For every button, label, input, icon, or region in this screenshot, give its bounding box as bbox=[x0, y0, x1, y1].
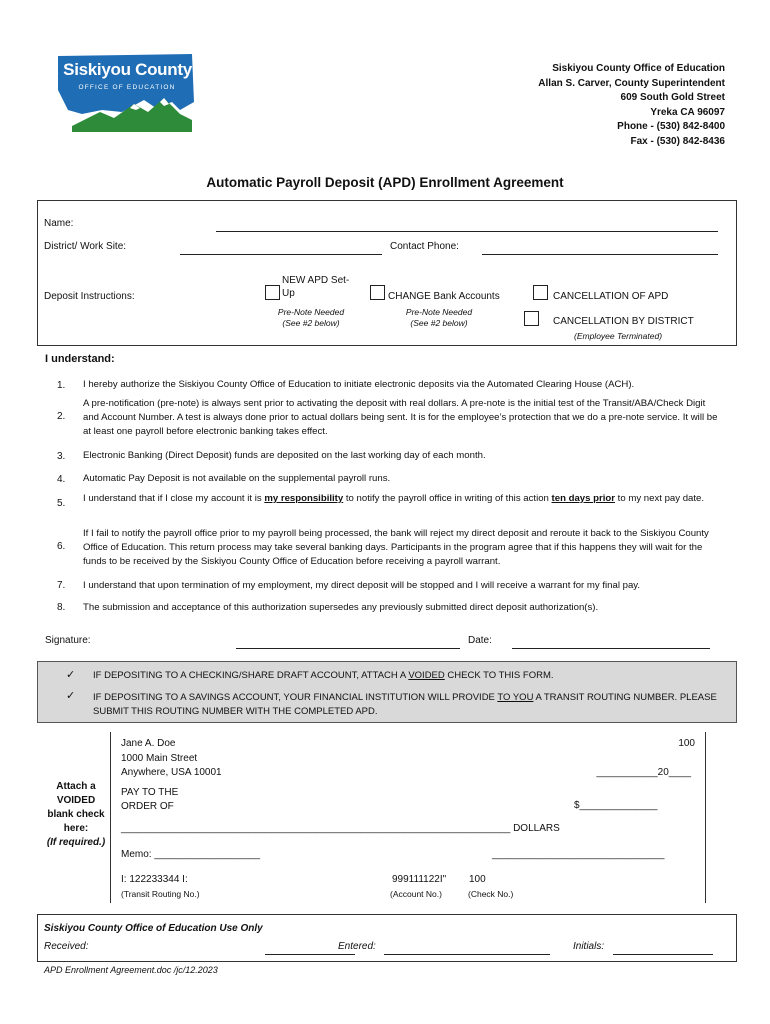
received-field[interactable] bbox=[265, 954, 355, 955]
office-use-box bbox=[37, 914, 737, 962]
attach-voided-label: Attach a VOIDED blank check here: (If required.) bbox=[46, 781, 106, 848]
name-field[interactable] bbox=[216, 231, 718, 232]
item-text: I understand that if I close my account it is my responsibility to notify the payroll office in writing of this action ten days prior to my next pay date. bbox=[83, 493, 705, 504]
check-date: ___________20____ bbox=[596, 767, 691, 778]
check-memo: Memo: ___________________ bbox=[121, 849, 261, 860]
checkno-label: (Check No.) bbox=[468, 889, 514, 899]
new-setup-label: NEW APD Set- Up bbox=[282, 275, 350, 299]
item-number: 1. bbox=[57, 380, 66, 391]
item-number: 8. bbox=[57, 602, 66, 613]
initials-label: Initials: bbox=[573, 941, 605, 952]
item-number: 5. bbox=[57, 498, 66, 509]
office-use-title: Siskiyou County Office of Education Use Only bbox=[44, 923, 263, 934]
contact-label: Contact Phone: bbox=[390, 241, 459, 252]
check-name: Jane A. Doe bbox=[121, 738, 176, 749]
header-line: Fax - (530) 842-8436 bbox=[630, 135, 725, 147]
header-line: 609 South Gold Street bbox=[620, 92, 725, 103]
deposit-label: Deposit Instructions: bbox=[44, 291, 135, 302]
check-address: 1000 Main Street bbox=[121, 753, 198, 764]
routing-label: (Transit Routing No.) bbox=[121, 889, 200, 899]
logo-sub: OFFICE OF EDUCATION bbox=[78, 84, 176, 91]
check-number-micr: 100 bbox=[469, 874, 486, 885]
item-number: 6. bbox=[57, 541, 66, 552]
logo-name: Siskiyou County bbox=[63, 60, 192, 79]
cancellation-checkbox[interactable] bbox=[533, 285, 548, 300]
checkmark-icon: ✓ bbox=[66, 690, 76, 702]
district-label: District/ Work Site: bbox=[44, 241, 127, 252]
footer-doc-id: APD Enrollment Agreement.doc /jc/12.2023 bbox=[44, 965, 218, 975]
cancellation-district-checkbox[interactable] bbox=[524, 311, 539, 326]
check-address: Anywhere, USA 10001 bbox=[121, 767, 222, 778]
notice-checking: IF DEPOSITING TO A CHECKING/SHARE DRAFT ACCOUNT, ATTACH A VOIDED CHECK TO THIS FORM. bbox=[93, 670, 554, 681]
name-label: Name: bbox=[44, 218, 74, 229]
header-line: Allan S. Carver, County Superintendent bbox=[538, 77, 725, 89]
cancellation-district-note: (Employee Terminated) bbox=[574, 331, 663, 341]
item-number: 2. bbox=[57, 411, 66, 422]
change-accounts-note: Pre-Note Needed (See #2 below) bbox=[405, 307, 473, 328]
check-dollars-line: ______________________________________________________________________ DOLLARS bbox=[121, 823, 560, 834]
change-accounts-checkbox[interactable] bbox=[370, 285, 385, 300]
understand-heading: I understand: bbox=[45, 353, 115, 365]
item-text: I hereby authorize the Siskiyou County Office of Education to initiate electronic deposits via the Automated Clearing House (ACH). bbox=[83, 379, 635, 390]
check-signature-line: _______________________________ bbox=[492, 849, 665, 860]
checkmark-icon: ✓ bbox=[66, 669, 76, 681]
change-accounts-label: CHANGE Bank Accounts bbox=[388, 291, 500, 302]
header-line: Yreka CA 96097 bbox=[650, 106, 725, 118]
item-text: Automatic Pay Deposit is not available on the supplemental payroll runs. bbox=[83, 473, 391, 484]
check-account: 999111122I" bbox=[392, 874, 447, 885]
item-text: Electronic Banking (Direct Deposit) funds are deposited on the last working day of each month. bbox=[83, 450, 486, 461]
account-label: (Account No.) bbox=[390, 889, 442, 899]
notice-box bbox=[37, 661, 737, 723]
form-box bbox=[37, 200, 737, 346]
date-field[interactable] bbox=[512, 648, 710, 649]
sample-check bbox=[110, 732, 706, 903]
header-line: Siskiyou County Office of Education bbox=[552, 63, 725, 74]
item-text: If I fail to notify the payroll office prior to my payroll being processed, the bank will reject my direct deposit and reroute it back to the Siskiyou County Office of Education. This return process may take several banking days. Participants in the program agree that if this happens they will wait for the funds to be received by the Siskiyou County Office of Education before receiving a payroll warrant. bbox=[83, 528, 709, 567]
item-text: A pre-notification (pre-note) is always sent prior to activating the deposit with real dollars. A pre-note is the initial test of the Transit/ABA/Check Digit and Account Number. A test is always done prior to actual dollars being sent. It is for the employee’s protection that we do a pre-note service. It will be at least one payroll before electronic banking takes effect. bbox=[83, 398, 718, 437]
page-title: Automatic Payroll Deposit (APD) Enrollment Agreement bbox=[206, 175, 564, 190]
item-number: 4. bbox=[57, 474, 66, 485]
check-amount: $______________ bbox=[574, 800, 658, 811]
header-address bbox=[538, 62, 725, 149]
contact-phone-field[interactable] bbox=[482, 254, 718, 255]
new-setup-checkbox[interactable] bbox=[265, 285, 280, 300]
item-number: 7. bbox=[57, 580, 66, 591]
check-routing: I: 122233344 I: bbox=[121, 874, 188, 885]
item-text: The submission and acceptance of this authorization supersedes any previously submitted direct deposit authorization(s). bbox=[83, 602, 599, 613]
notice-savings: IF DEPOSITING TO A SAVINGS ACCOUNT, YOUR FINANCIAL INSTITUTION WILL PROVIDE TO YOU A TRANSIT ROUTING NUMBER. PLEASE SUBMIT THIS ROUTING NUMBER WITH THE COMPLETED APD. bbox=[93, 692, 717, 717]
date-label: Date: bbox=[468, 635, 492, 646]
received-label: Received: bbox=[44, 941, 89, 952]
initials-field[interactable] bbox=[613, 954, 713, 955]
cancellation-district-label: CANCELLATION BY DISTRICT bbox=[553, 316, 694, 327]
logo bbox=[52, 50, 202, 140]
entered-field[interactable] bbox=[384, 954, 550, 955]
signature-label: Signature: bbox=[45, 635, 91, 646]
check-number-top: 100 bbox=[678, 738, 695, 749]
cancellation-label: CANCELLATION OF APD bbox=[553, 291, 669, 302]
item-text: I understand that upon termination of my employment, my direct deposit will be stopped and I will receive a warrant for my final pay. bbox=[83, 580, 641, 591]
new-setup-note: Pre-Note Needed (See #2 below) bbox=[277, 307, 345, 328]
item-number: 3. bbox=[57, 451, 66, 462]
header-line: Phone - (530) 842-8400 bbox=[617, 121, 725, 132]
entered-label: Entered: bbox=[338, 941, 376, 952]
signature-field[interactable] bbox=[236, 648, 460, 649]
district-field[interactable] bbox=[180, 254, 382, 255]
pay-to-label: PAY TO THE ORDER OF bbox=[121, 787, 179, 812]
